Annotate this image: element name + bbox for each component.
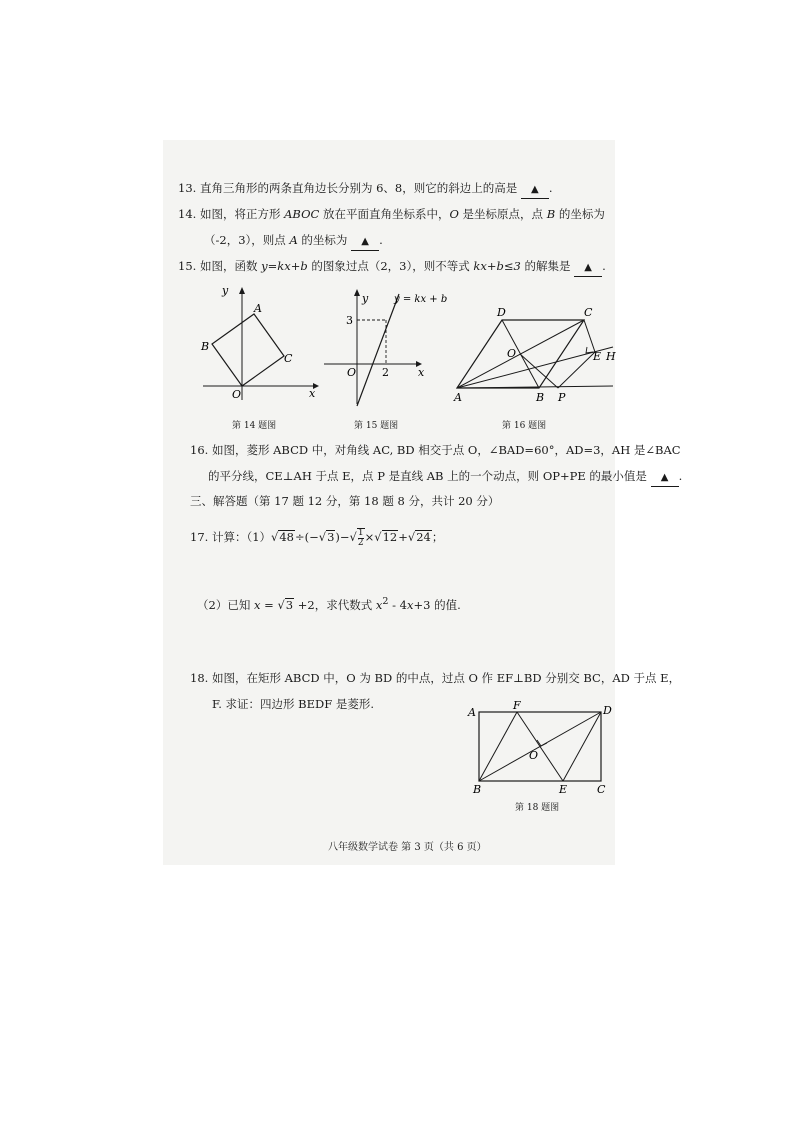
superscript: 2 xyxy=(382,596,389,607)
question-13 xyxy=(178,180,553,199)
label-y: y xyxy=(222,284,229,297)
text: A xyxy=(289,233,298,247)
question-number: 15. xyxy=(178,259,197,273)
text: kx+b≤3 xyxy=(473,259,521,273)
square-ABOC xyxy=(212,314,284,386)
segment-CE xyxy=(584,320,595,352)
question-text: 的平分线，CE⊥AH 于点 E，点 P 是直线 AB 上的一个动点，则 OP+PE 的最小值是 xyxy=(208,469,647,483)
sqrt-3: 3 xyxy=(327,530,335,544)
question-number: 13. xyxy=(178,181,197,195)
question-text: 直角三角形的两条直角边长分别为 6、8，则它的斜边上的高是 xyxy=(199,181,518,195)
sqrt-fraction xyxy=(357,528,365,548)
label-F: F xyxy=(513,699,521,712)
text: ； xyxy=(431,530,444,544)
text: )− xyxy=(335,530,350,544)
text: ABOC xyxy=(284,207,320,221)
answer-triangle-icon: ▲ xyxy=(660,472,669,483)
label-x: x xyxy=(309,387,316,400)
label-C: C xyxy=(284,352,293,365)
text: 的坐标为 xyxy=(297,233,348,247)
label-C: C xyxy=(584,306,593,319)
label-A: A xyxy=(468,706,476,719)
y-axis-arrow xyxy=(239,287,245,294)
answer-blank xyxy=(351,232,379,251)
question-16-line-2 xyxy=(208,468,682,487)
question-17-part-1: 17. 计算：（1）√48÷(−√3)−√ $\frac{1}{2}$ ×√12+√24； xyxy=(190,528,444,548)
question-number: 14. xyxy=(178,207,197,221)
question-14-line-1 xyxy=(178,206,605,222)
sqrt-12: 12 xyxy=(382,530,398,544)
label-A: A xyxy=(454,391,462,404)
right-angle-mark xyxy=(586,347,593,353)
label-E: E xyxy=(593,350,602,363)
text: +2，求代数式 xyxy=(294,597,376,612)
question-number: 16. xyxy=(190,443,209,457)
text: ÷(− xyxy=(295,530,319,544)
segment-PE xyxy=(558,352,595,388)
sqrt-24: 24 xyxy=(416,530,431,544)
answer-triangle-icon: ▲ xyxy=(361,236,369,247)
figure-14-caption: 第 14 题图 xyxy=(232,421,277,431)
label-C: C xyxy=(597,783,606,796)
period: . xyxy=(379,233,383,247)
question-18-line-2: F. 求证：四边形 BEDF 是菱形. xyxy=(212,697,375,711)
label-D: D xyxy=(603,704,612,717)
line-kx-b xyxy=(357,294,399,406)
question-15 xyxy=(178,258,606,277)
text: 如图，将正方形 xyxy=(199,207,285,221)
question-number: 18. xyxy=(190,671,209,685)
period: . xyxy=(678,469,683,483)
question-18-line-1 xyxy=(190,670,680,686)
text: 放在平面直角坐标系中， xyxy=(319,207,450,221)
text: 计算：（1） xyxy=(211,530,272,544)
question-14-line-2 xyxy=(204,232,383,251)
label-O: O xyxy=(347,366,357,379)
fraction-denominator: 2 xyxy=(357,538,364,548)
sqrt-3: 3 xyxy=(285,597,294,612)
text: +3 的值. xyxy=(413,597,461,612)
text: x xyxy=(406,597,414,612)
label-D: D xyxy=(497,306,506,319)
label-H: H xyxy=(606,350,616,363)
text: 是坐标原点，点 xyxy=(458,207,547,221)
label-B: B xyxy=(536,391,545,404)
text: （2）已知 xyxy=(197,597,254,612)
text: 的图象过点（2，3），则不等式 xyxy=(307,259,474,273)
section-title: 三、解答题（第 17 题 12 分，第 18 题 8 分，共计 20 分） xyxy=(190,494,500,508)
figure-15-caption: 第 15 题图 xyxy=(354,421,399,431)
label-y: y xyxy=(362,292,369,305)
segment-OP xyxy=(520,354,558,388)
label-P: P xyxy=(558,391,566,404)
text: y=kx+b xyxy=(261,259,308,273)
figure-16 xyxy=(445,300,620,405)
label-x: x xyxy=(418,366,425,379)
text: × xyxy=(364,530,375,544)
text: x xyxy=(375,597,383,612)
label-O: O xyxy=(232,388,242,401)
label-B: B xyxy=(201,340,210,353)
fraction-numerator: 1 xyxy=(357,528,364,538)
segment-EF xyxy=(517,712,563,781)
period: . xyxy=(602,259,606,273)
label-3: 3 xyxy=(346,314,353,327)
period: . xyxy=(548,181,553,195)
text: 的解集是 xyxy=(520,259,571,273)
text: （-2，3），则点 xyxy=(204,233,290,247)
answer-blank xyxy=(651,468,679,487)
label-A: A xyxy=(254,302,262,315)
sqrt-48: 48 xyxy=(279,530,294,544)
text: 如图，函数 xyxy=(199,259,262,273)
text: + xyxy=(398,530,408,544)
figure-14 xyxy=(195,282,325,402)
text: = xyxy=(260,597,278,612)
figure-18 xyxy=(465,700,615,800)
label-2: 2 xyxy=(382,366,389,379)
question-text: 如图，在矩形 ABCD 中，O 为 BD 的中点，过点 O 作 EF⊥BD 分别交 BC，AD 于点 E， xyxy=(211,671,681,685)
label-B: B xyxy=(473,783,482,796)
figure-18-caption: 第 18 题图 xyxy=(515,803,560,813)
label-O: O xyxy=(507,347,517,360)
label-O: O xyxy=(529,749,539,762)
answer-blank xyxy=(574,258,602,277)
question-number: 17. xyxy=(190,530,209,544)
question-text: 如图，菱形 ABCD 中，对角线 AC, BD 相交于点 O，∠BAD=60°，AD=3，AH 是∠BAC xyxy=(211,443,681,457)
text: 的坐标为 xyxy=(555,207,605,221)
question-16-line-1 xyxy=(190,442,681,458)
answer-blank xyxy=(521,180,549,199)
answer-triangle-icon: ▲ xyxy=(584,262,592,273)
text: B xyxy=(546,207,556,221)
question-17-part-2: （2）已知 x = √3 +2，求代数式 $x^2 - 4x+3$ 的值. xyxy=(197,596,461,612)
y-axis-arrow xyxy=(354,289,360,296)
label-line-equation: y = kx + b xyxy=(394,294,448,305)
answer-triangle-icon: ▲ xyxy=(531,184,539,195)
page-footer: 八年级数学试卷 第 3 页（共 6 页） xyxy=(328,842,487,853)
figure-15 xyxy=(320,284,448,410)
text: - 4 xyxy=(388,597,407,612)
figure-16-caption: 第 16 题图 xyxy=(502,421,547,431)
label-E: E xyxy=(559,783,568,796)
text: x xyxy=(253,597,261,612)
text: O xyxy=(449,207,459,221)
